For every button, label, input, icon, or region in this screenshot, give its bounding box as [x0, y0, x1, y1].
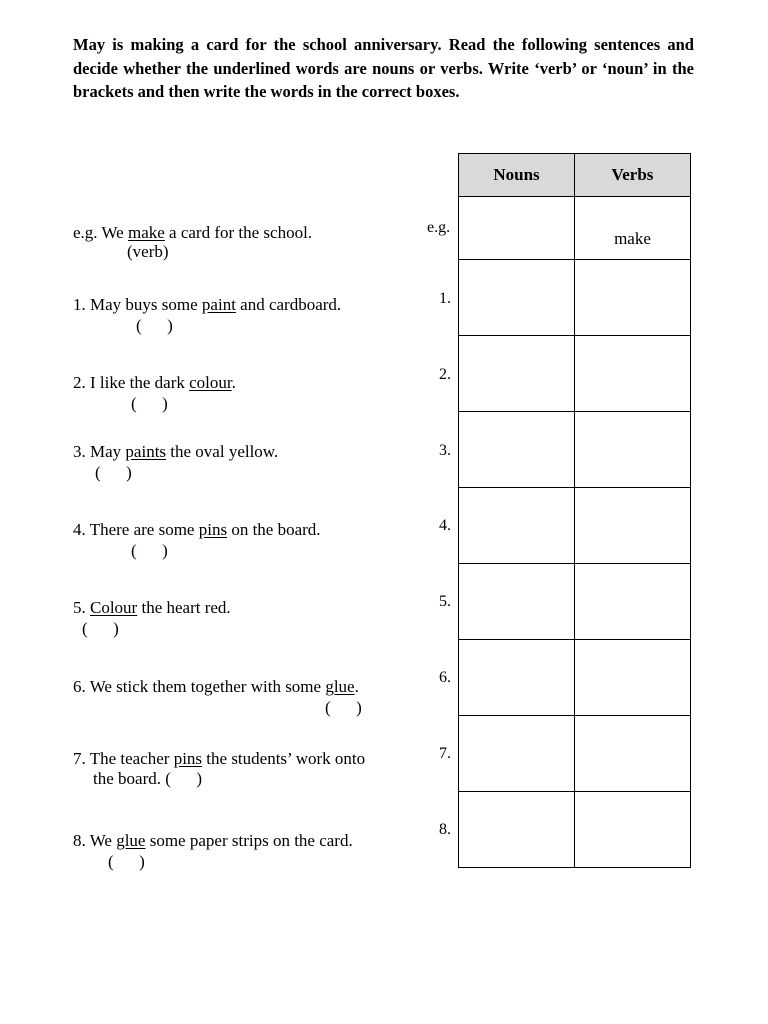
question-8: 8. We glue some paper strips on the card. ( )	[73, 831, 353, 871]
cell-verb-1[interactable]	[575, 260, 691, 336]
answer-bracket: (verb)	[127, 242, 169, 261]
question-example: e.g. We make a card for the school. (verb)	[73, 223, 313, 261]
cell-noun-example	[459, 197, 575, 260]
cell-verb-2[interactable]	[575, 336, 691, 412]
row-label-1: 1.	[439, 290, 451, 307]
row-label-4: 4.	[439, 517, 451, 534]
row-label-8: 8.	[439, 821, 451, 838]
underlined-word: pins	[173, 749, 203, 768]
instructions: May is making a card for the school anniversary. Read the following sentences and decide whether the underlined words are nouns or verbs. Write ‘verb’ or ‘noun’ in the brackets and then write the words in the correct boxes.	[73, 35, 694, 101]
underlined-word: paint	[201, 295, 236, 314]
row-label-example: e.g.	[427, 219, 451, 236]
cell-noun-7[interactable]	[459, 716, 575, 792]
underlined-word: glue	[116, 831, 146, 850]
underlined-word: pins	[198, 520, 228, 539]
answer-table	[458, 153, 691, 868]
cell-verb-3[interactable]	[575, 412, 691, 488]
header-nouns: Nouns	[459, 154, 575, 197]
answer-bracket[interactable]: ( )	[136, 316, 173, 335]
question-7: 7. The teacher pins the students’ work onto the board. ( )	[73, 749, 366, 788]
answer-bracket[interactable]: ( )	[131, 541, 168, 560]
cell-verb-5[interactable]	[575, 564, 691, 640]
cell-noun-3[interactable]	[459, 412, 575, 488]
answer-bracket[interactable]: ( )	[95, 463, 132, 482]
underlined-word: paints	[125, 442, 167, 461]
answer-bracket[interactable]: ( )	[325, 698, 362, 717]
cell-noun-1[interactable]	[459, 260, 575, 336]
cell-noun-2[interactable]	[459, 336, 575, 412]
question-1: 1. May buys some paint and cardboard. ( )	[73, 295, 342, 335]
answer-bracket[interactable]: ( )	[108, 852, 145, 871]
header-verbs: Verbs	[575, 154, 691, 197]
cell-noun-5[interactable]	[459, 564, 575, 640]
question-3: 3. May paints the oval yellow. ( )	[73, 442, 279, 482]
cell-verb-4[interactable]	[575, 488, 691, 564]
cell-noun-4[interactable]	[459, 488, 575, 564]
cell-noun-6[interactable]	[459, 640, 575, 716]
cell-verb-8[interactable]	[575, 792, 691, 868]
underlined-word: colour	[189, 373, 232, 392]
row-label-6: 6.	[439, 669, 451, 686]
question-2: 2. I like the dark colour. ( )	[73, 373, 236, 413]
underlined-word: make	[127, 223, 165, 242]
underlined-word: glue	[325, 677, 355, 696]
answer-bracket[interactable]: the board. ( )	[93, 769, 203, 788]
cell-verb-example: make	[575, 197, 691, 260]
answer-bracket[interactable]: ( )	[82, 619, 119, 638]
row-label-2: 2.	[439, 366, 451, 383]
question-4: 4. There are some pins on the board. ( )	[73, 520, 321, 560]
cell-verb-7[interactable]	[575, 716, 691, 792]
row-label-7: 7.	[439, 745, 451, 762]
cell-verb-6[interactable]	[575, 640, 691, 716]
cell-noun-8[interactable]	[459, 792, 575, 868]
row-label-5: 5.	[439, 593, 451, 610]
row-label-3: 3.	[439, 442, 451, 459]
underlined-word: Colour	[90, 598, 138, 617]
question-5: 5. Colour the heart red. ( )	[73, 598, 231, 638]
answer-bracket[interactable]: ( )	[131, 394, 168, 413]
question-6: 6. We stick them together with some glue. ( )	[73, 677, 362, 717]
